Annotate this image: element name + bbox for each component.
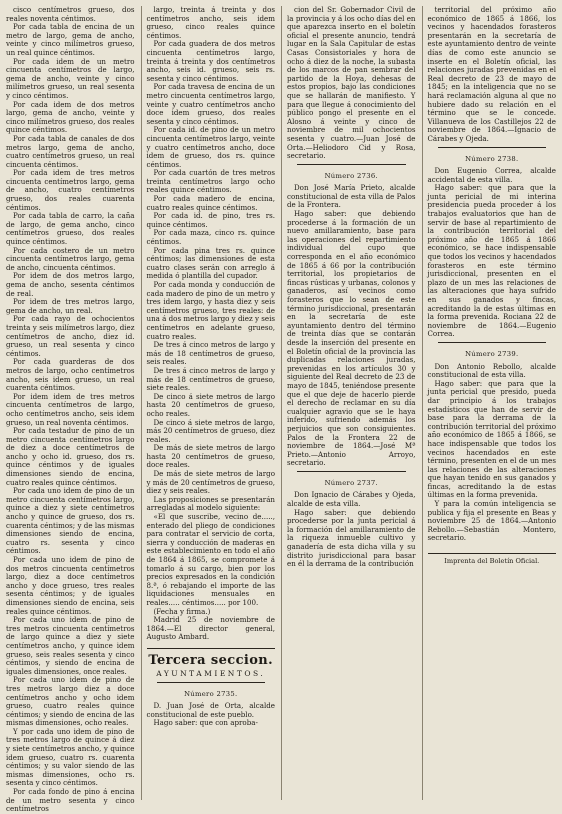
paragraph: Por cada guarderas de dos metros de largo, ocho centímetros ancho, seis idem grueso, un real cuarenta céntimos. <box>6 357 135 393</box>
notice-number: Número 2736. <box>324 171 378 180</box>
paragraph: largo, treinta á treinta y dos centímetros ancho, seis idem grueso, cinco reales quince céntimos. <box>146 5 275 40</box>
paragraph: Por cada madero de encina, cuatro reales quince céntimos. <box>146 194 275 212</box>
notice-number: Número 2735. <box>184 689 238 698</box>
paragraph: Por cada maza, cinco rs. quince céntimos. <box>146 228 275 247</box>
paragraph: Por cada uno idem de pino de tres metros largo diez a doce centímetros ancho y ocho idem grueso, cuatro reales quince céntimos; y siendo de encina de las mismas dimensiones, ocho reales. <box>6 675 135 728</box>
paragraph: Hago saber: que para que la junta pericial que presido, pueda dar principio á los trabajos estadísticos que han de servir de base para la derrama de la contribución territorial del próximo año económico de 1865 á 1866, se hace indispensable que todos los vecinos hacendados en este término, presenten en el de un mes las relaciones de las alteraciones que hayan tenido en sus ganados y fincas, acreditando la de estas últimas en la forma prevenida. <box>427 378 556 500</box>
divider <box>297 164 406 165</box>
paragraph: Hago saber: que para que la junta pericial de mi interina presidencia pueda proceder á los trabajos evaluatorios que han de servir de base al repartimiento de la contribución territorial del próximo año de 1865 á 1866 económico, se hace indispensable que todos los vecinos y hacendados forasteros en este término jurisdiccional, presenten en el plazo de un mes las relaciones de las alteraciones que haya sufrido en sus ganados y fincas, acreditando la de estas últimas en la forma prevenida. Rociana 22 de noviembre de 1864.—Eugenio Correa. <box>427 183 556 339</box>
paragraph: Por cada tabla de canales de dos metros largo, gema de ancho, cuatro centímetros grueso, un real cincuenta céntimos. <box>6 133 135 169</box>
section-title: Tercera seccion. <box>147 648 276 668</box>
paragraph: Don Antonio Rebollo, alcalde constitucional de esta villa. <box>427 361 556 380</box>
notice-number: Número 2738. <box>465 154 519 163</box>
column-1 <box>6 5 135 814</box>
paragraph: Por idem idem de tres metros cincuenta centímetros de largo, ocho centímetros ancho, seis idem grueso, un real noventa céntimos. <box>6 391 135 427</box>
paragraph: Por cada tabla de encina de un metro de largo, gema de ancho, veinte y cinco milímetros grueso, un real quince céntimos. <box>6 22 135 57</box>
paragraph: Por cada uno idem de pino de tres metros cincuenta centímetros de largo quince a diez y siete centímetros ancho, y quince idem grueso, seis reales sesenta y cinco céntimos, y siendo de encina de iguales dimensiones, once reales. <box>6 615 135 676</box>
paragraph: Por cada guadera de dos metros cincuenta centímetros largo, treinta á treinta y dos centímetros ancho, seis id. grueso, seis rs. sesenta y cinco céntimos. <box>146 39 275 83</box>
notice-heading: D. Juan José de Orta, alcalde constitucional de este pueblo. <box>146 701 275 719</box>
paragraph: territorial del próximo año económico de 1865 á 1866, los vecinos y hacendados forasteros presentarán en la secretaría de este ayuntamiento dentro de veinte días de como este anuncio se inserte en el Boletín oficial, las relaciones juradas prevenidas en el Real decreto de 23 de mayo de 1845; en la inteligencia que no se hará reclamación alguna al que no hubiere dado su relación en el término que se le concede. Villanueva de los Castillejos 22 de noviembre de 1864.—Ignacio de Cárabes y Ojeda. <box>427 5 556 143</box>
paragraph: Don Eugenio Correa, alcalde accidental de esta villa. <box>427 166 556 184</box>
paragraph: De tres á cinco metros de largo y más de 18 centímetros de grueso, seis reales. <box>146 340 275 367</box>
paragraph: Por idem de tres metros largo, gema de ancho, un real. <box>6 297 135 315</box>
paragraph: Por cada idem de dos metros largo, gema de ancho, veinte y cinco milímetros grueso, dos reales quince céntimos. <box>6 99 135 135</box>
paragraph: Por cada travesa de encina de un metro cincuenta centímetros largo, veinte y cuatro centímetros ancho doce idem grueso, dos reales sesenta y cinco céntimos. <box>146 82 275 126</box>
paragraph: Por cada tabla de carro, la caña de largo, de gema ancho, cinco centímetros grueso, dos reales quince céntimos. <box>6 211 135 247</box>
paragraph: De más de siete metros de largo y más de 20 centímetros de grueso, diez y seis reales. <box>146 469 275 496</box>
paragraph: Por cada testadur de pino de un metro cincuenta centímetros largo de diez a doce centímetros de ancho y ocho id. grueso, dos rs. quince céntimos y de iguales dimensiones siendo de encina, cuatro reales quince céntimos. <box>6 426 135 487</box>
divider <box>438 342 547 343</box>
paragraph: Hago saber: que debiendo procederse á la formación de un nuevo amillaramiento, base para las operaciones del repartimiento individual del cupo que corresponda en el año económico de 1865 á 66 por la contribución territorial, los propietarios de fincas rústicas y urbanas, colonos y ganaderos, así vecinos como forasteros que lo sean de este término jurisdiccional, presentarán en la secretaría de este ayuntamiento dentro del término de treinta días que se contarán desde la inserción del presente en el Boletín oficial de la provincia las duplicadas relaciones juradas, prevenidas en los artículos 30 y siguiente del Real decreto de 23 de mayo de 1845, teniéndose presente que el que deje de hacerlo pierde el derecho de reclamar en su día cualquier agravio que se le haya inferido, sufriendo además los perjuicios que son consiguientes. Palos de la Frontera 22 de noviembre de 1864.—José Mª Prieto.—Antonio Arroyo, secretario. <box>287 209 416 468</box>
divider <box>297 471 406 472</box>
paragraph: Por cada monda y conducción de cada madero de pino de un metro y tres idem largo, y hasta diez y seis centímetros grueso, tres reales: de una á dos metros largo y diez y seis centímetros en adelante grueso, cuatro reales. <box>146 280 275 341</box>
column-4 <box>422 6 557 800</box>
paragraph: Y para la común inteligencia se publica y fija el presente en Beas y noviembre 25 de 1864.—Antonio Rebollo.—Sebastián Montero, secretario. <box>427 499 556 543</box>
divider <box>438 147 547 148</box>
paragraph: De cinco á siete metros de largo hasta 20 centímetros de grueso, ocho reales. <box>146 391 275 418</box>
notice-number: Número 2739. <box>465 349 519 358</box>
paragraph: De cinco á siete metros de largo, más 20 centímetros de grueso, diez reales. <box>146 417 275 444</box>
paragraph: Por idem de dos metros largo, gema de ancho, sesenta céntimos de real. <box>6 271 135 298</box>
paragraph: Por cada cuartón de tres metros treinta centímetros largo ocho reales quince céntimos. <box>146 168 275 195</box>
column-3 <box>281 6 416 800</box>
paragraph: De tres á cinco metros de largo y más de 18 centímetros de grueso, siete reales. <box>146 365 275 393</box>
paragraph: Por cada pina tres rs. quince céntimos; las dimensiones de esta cuatro clases serán con arreglo á medida ó plantilla del cupador. <box>146 245 275 281</box>
paragraph: Por cada uno idem de pino de dos metros cincuenta centímetros largo, diez a doce centímetros ancho y doce grueso, tres reales sesenta céntimos; y de iguales dimensiones siendo de encina, seis reales quince céntimos. <box>6 555 135 616</box>
divider <box>157 682 266 683</box>
paragraph: Las proposiciones se presentarán arregladas al modelo siguiente: <box>146 494 275 513</box>
paragraph: Hago saber: que debiendo procederse por la junta pericial á la formación del amillaramiento de la riqueza inmueble cultivo y ganadería de esta dicha villa y su distrito jurisdiccional para basar en él la derrama de la contribución <box>287 507 416 569</box>
paragraph: Don Ignacio de Cárabes y Ojeda, alcalde de esta villa. <box>287 490 416 509</box>
paragraph: Y por cada uno idem de pino de tres metros largo de quince á diez y siete centímetros ancho, y quince idem grueso, cuatro rs. cuarenta céntimos; y su valor siendo de las mismas dimensiones, ocho rs. sesenta y cinco céntimos. <box>6 726 135 788</box>
paragraph: Por cada rayo de ochocientos treinta y seis milímetros largo, diez centímetros de ancho, diez id. grueso, un real sesenta y cinco céntimos. <box>6 314 135 358</box>
paragraph: Madrid 25 de noviembre de 1864.—El director general, Augusto Ambard. <box>146 615 275 642</box>
paragraph: Don José María Prieto, alcalde constitucional de esta villa de Palos de la Frontera. <box>287 183 416 210</box>
section-subtitle: AYUNTAMIENTOS. <box>156 668 266 678</box>
paragraph: Por cada id. de pino, tres rs. quince céntimos. <box>146 211 275 229</box>
notice-number: Número 2737. <box>324 478 378 487</box>
column-2 <box>141 6 276 800</box>
notice-first-line: Hago saber: que con aproba- <box>153 718 258 728</box>
paragraph: Por cada idem de un metro cincuenta centímetros de largo, gema de ancho, veinte y cinco milímetros grueso, un real sesenta y cinco céntimos. <box>6 56 135 100</box>
paragraph: cion del Sr. Gobernador Civil de la provincia y á los ocho días del en que aparezca inserto en el boletín oficial el presente anuncio, tendrá lugar en la Sala Capitular de estas Casas Consistoriales y hora de ocho á diez de la noche, la subasta de los marcos de pan sembrar del partido de la Hoya, dehesas de estos propios, bajo las condiciones que se hallarán de manifiesto. Y para que llegue á conocimiento del público pongo el presente en el Alosno á veinte y cinco de noviembre de mil ochocientos sesenta y cuatro.—Juan José de Orta.—Heliodoro Cid y Rosa, secretario. <box>287 5 416 161</box>
paragraph: De más de siete metros de largo hasta 20 centímetros de grueso, doce reales. <box>146 443 275 470</box>
paragraph: Por cada id. de pino de un metro cincuenta centímetros largo, veinte y cuatro centímetros ancho, doce idem de grueso, dos rs. quince céntimos. <box>146 125 275 169</box>
paragraph: Por cada idem de tres metros cincuenta centímetros largo, gema de ancho, cuatro centímetros grueso, dos reales cuarenta céntimos. <box>6 168 135 212</box>
printer-footer: Imprenta del Boletín Oficial. <box>428 553 557 566</box>
paragraph: «El que suscribe, vecino de....., enterado del pliego de condiciones para contratar el servicio de corta, sierra y conducción de maderas en este establecimiento en todo el año de 1864 á 1865, se compromete á tomarlo á su cargo, bien por los precios expresados en la condición 8.ª, ó rebajando el importe de las liquidaciones mensuales en reales..... céntimos..... por 100. <box>146 512 275 607</box>
paragraph: cisco centímetros grueso, dos reales noventa céntimos. <box>6 5 135 23</box>
paragraph: Por cada uno idem de pino de un metro cincuenta centímetros largo, quince a diez y siete centímetros ancho y quince de grueso, dos rs. cuarenta céntimos; y de las mismas dimensiones siendo de encina, cuatro rs. sesenta y cinco céntimos. <box>6 486 135 556</box>
paragraph: (Fecha y firma.) <box>153 606 211 616</box>
paragraph: Por cada fondo de pino á encina de un metro sesenta y cinco centímetros <box>6 787 135 814</box>
paragraph: Por cada costero de un metro cincuenta centímetros largo, gema de ancho, cincuenta céntimos. <box>6 245 135 272</box>
